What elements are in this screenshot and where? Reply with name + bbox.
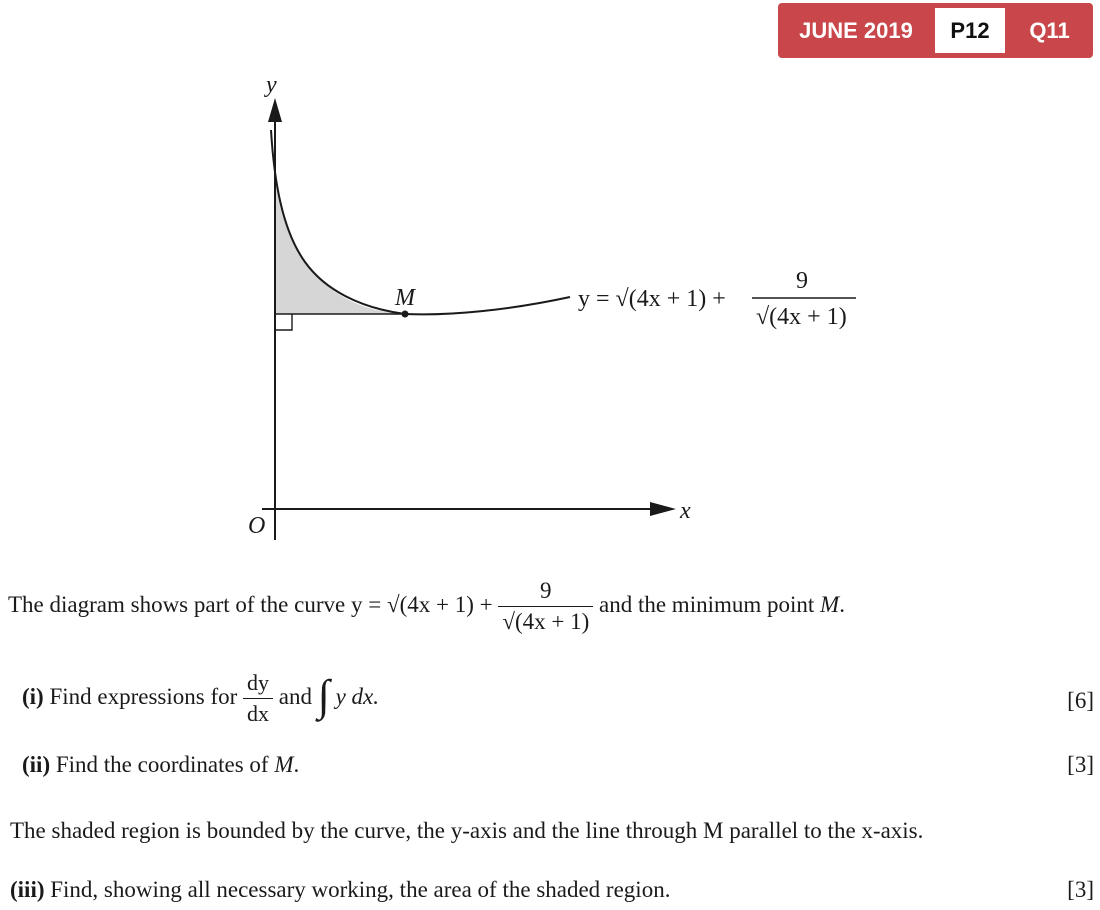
intro-fraction-den: √(4x + 1) [498, 606, 593, 635]
part-iii-text: Find, showing all necessary working, the area of the shaded region. [50, 877, 671, 902]
part-i-and: and [278, 683, 313, 709]
part-iii-marks: [3] [1067, 877, 1094, 902]
part-i-text: Find expressions for [49, 683, 238, 709]
part-i-marks: [6] [1067, 688, 1094, 713]
part-ii-point: M [274, 752, 294, 777]
point-m-dot [402, 311, 409, 318]
x-axis-label: x [680, 498, 691, 524]
curve-diagram [0, 60, 900, 560]
origin-label: O [248, 513, 266, 539]
question-badge [778, 3, 1093, 58]
part-ii-label: (ii) [22, 752, 51, 777]
point-m-label: M [395, 285, 415, 311]
intro-fraction [498, 578, 593, 635]
paper-code: P12 [935, 8, 1005, 53]
part-i [22, 670, 379, 727]
dx-denominator: dx [243, 698, 273, 727]
right-angle-marker [275, 314, 292, 330]
part-ii-end: . [293, 752, 300, 777]
curve-equation-denominator: √(4x + 1) [756, 304, 847, 330]
intro-point: M [820, 591, 840, 617]
y-axis-arrow [268, 98, 282, 122]
integrand: y dx. [335, 683, 379, 709]
part-iii-label: (iii) [10, 877, 45, 902]
intro-end: . [839, 591, 845, 617]
y-axis-label: y [266, 72, 277, 98]
intro-after: and the minimum point [593, 591, 821, 617]
intro-equation-left: y = √(4x + 1) + [350, 591, 499, 617]
part-iii [10, 877, 670, 903]
exam-date: JUNE 2019 [799, 18, 913, 43]
question-number: Q11 [1029, 18, 1070, 43]
part-i-label: (i) [22, 683, 44, 709]
intro-sentence [8, 578, 845, 635]
part-ii [22, 752, 299, 778]
part-ii-marks: [3] [1067, 752, 1094, 777]
intro-before: The diagram shows part of the curve [8, 591, 351, 617]
part-ii-text: Find the coordinates of [55, 752, 275, 777]
dy-numerator: dy [247, 670, 270, 695]
integral-sign: ∫ [317, 671, 330, 720]
dy-dx-fraction [243, 670, 273, 727]
shaded-region-sentence: The shaded region is bounded by the curve, the y-axis and the line through M parallel to the x-axis. [10, 818, 924, 843]
curve-equation-numerator: 9 [796, 268, 808, 294]
curve-equation-left: y = √(4x + 1) + [578, 286, 732, 312]
x-axis-arrow [650, 502, 676, 516]
intro-fraction-num: 9 [540, 578, 552, 603]
